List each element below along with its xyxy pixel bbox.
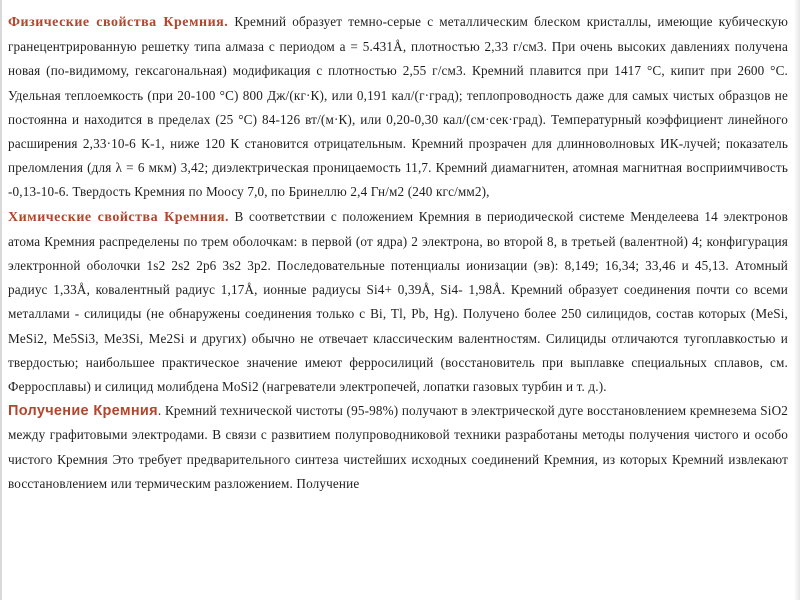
production-text: . Кремний технической чистоты (95-98%) получают в электрической дуге восстановлением кремнезема SiO2 между графитовыми электродами. В связи с развитием полупроводниковой техники разработаны методы получения чистого и особо чистого Кремния Это требует предварительного синтеза чистейших исходных соединений Кремния, из которых Кремний извлекают восстановлением или термическим разложением. Получение <box>8 403 788 491</box>
physical-properties-title: Физические свойства Кремния. <box>8 15 229 30</box>
chemical-properties-title: Химические свойства Кремния. <box>8 209 230 225</box>
chemical-properties-paragraph <box>8 205 788 400</box>
production-title: Получение Кремния <box>8 403 158 420</box>
production-paragraph <box>8 399 788 496</box>
document-body <box>8 10 788 496</box>
physical-properties-text: Кремний образует темно-серые с металлическим блеском кристаллы, имеющие кубическую гранецентрированную решетку типа алмаза с периодом а = 5.431Å, плотностью 2,33 г/см3. При очень высоких давлениях получена новая (по-видимому, гексагональная) модификация с плотностью 2,55 г/см3. Кремний плавится при 1417 °С, кипит при 2600 °С. Удельная теплоемкость (при 20-100 °С) 800 Дж/(кг·К), или 0,191 кал/(г·град); теплопроводность даже для самых чистых образцов не постоянна и находится в пределах (25 °С) 84-126 вт/(м·К), или 0,20-0,30 кал/(см·сек·град). Температурный коэффициент линейного расширения 2,33·10-6 К-1, ниже 120 К становится отрицательным. Кремний прозрачен для длинноволновых ИК-лучей; показатель преломления (для λ = 6 мкм) 3,42; диэлектрическая проницаемость 11,7. Кремний диамагнитен, атомная магнитная восприимчивость -0,13-10-6. Твердость Кремния по Моосу 7,0, по Бринеллю 2,4 Гн/м2 (240 кгс/мм2), <box>8 14 788 200</box>
physical-properties-paragraph <box>8 10 788 205</box>
left-border <box>0 0 2 600</box>
chemical-properties-text: В соответствии с положением Кремния в периодической системе Менделеева 14 электронов атома Кремния распределены по трем оболочкам: в первой (от ядра) 2 электрона, во второй 8, в третьей (валентной) 4; конфигурация электронной оболочки 1s2 2s2 2p6 3s2 3p2. Последовательные потенциалы ионизации (эв): 8,149; 16,34; 33,46 и 45,13. Атомный радиус 1,33Å, ковалентный радиус 1,17Å, ионные радиусы Si4+ 0,39Å, Si4- 1,98Å. Кремний образует соединения почти со всеми металлами - силициды (не обнаружены соединения только с Bi, Tl, Pb, Hg). Получено более 250 силицидов, состав которых (MeSi, MeSi2, Me5Si3, Me3Si, Me2Si и других) обычно не отвечает классическим валентностям. Силициды отличаются тугоплавкостью и твердостью; наибольшее практическое значение имеют ферросилиций (восстановитель при выплавке специальных сплавов, см. Ферросплавы) и силицид молибдена MoSi2 (нагреватели электропечей, лопатки газовых турбин и т. д.). <box>8 208 788 395</box>
right-edge-shadow <box>794 0 800 600</box>
